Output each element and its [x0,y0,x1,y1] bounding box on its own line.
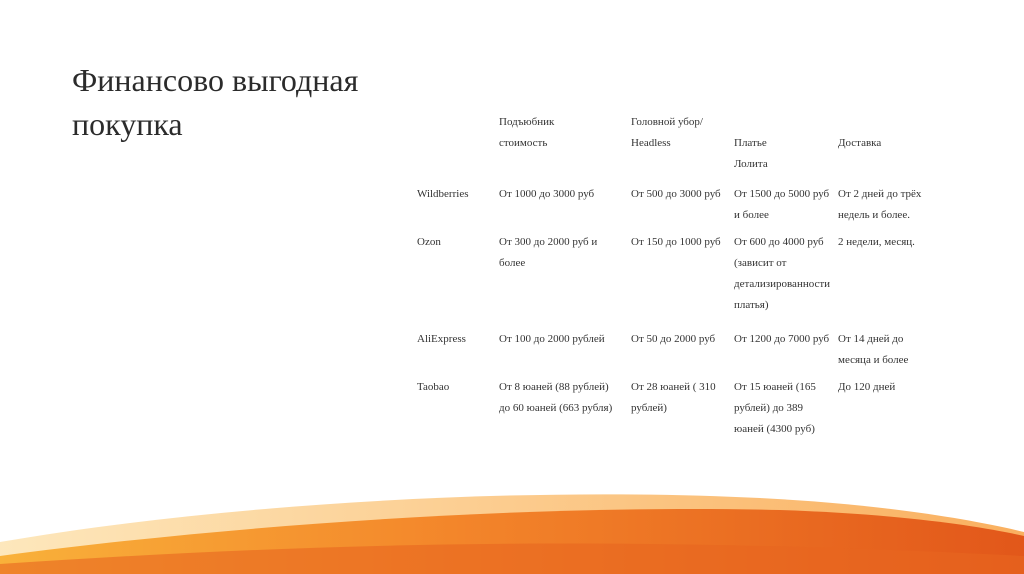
petticoat-price: От 1000 до 3000 руб [499,188,595,200]
dress-price: От 600 до 4000 руб (зависит от детализированности платья) [734,236,831,311]
headwear-price: От 50 до 2000 руб [631,333,716,345]
store-name: AliExpress [417,333,466,345]
delivery-time: 2 недели, месяц. [838,236,915,248]
dress-price: От 1200 до 7000 руб [734,333,830,345]
orange-wave-decoration [0,464,1024,574]
petticoat-price: От 8 юаней (88 рублей) до 60 юаней (663 рубля) [499,381,613,414]
petticoat-price: От 300 до 2000 руб и более [499,236,598,269]
store-name: Ozon [417,236,441,248]
store-name: Taobao [417,381,450,393]
slide-title-line-1: Финансово выгодная [72,62,359,98]
store-name: Wildberries [417,188,469,200]
delivery-time: От 2 дней до трёх недель и более. [838,188,922,221]
dress-price: От 1500 до 5000 руб и более [734,188,830,221]
header-delivery: Доставка [838,137,882,149]
dress-price: От 15 юаней (165 рублей) до 389 юаней (4300 руб) [734,381,816,435]
delivery-time: От 14 дней до месяца и более [838,333,909,366]
headwear-price: От 28 юаней ( 310 рублей) [631,381,716,414]
header-headwear: Головной убор/ Headless [631,116,703,149]
delivery-time: До 120 дней [838,381,896,393]
slide-title [72,58,432,146]
petticoat-price: От 100 до 2000 рублей [499,333,605,345]
header-petticoat-cost: Подъюбник стоимость [499,116,555,149]
headwear-price: От 150 до 1000 руб [631,236,721,248]
header-lolita-dress: Платье Лолита [734,137,768,170]
slide-title-line-2: покупка [72,106,183,142]
headwear-price: От 500 до 3000 руб [631,188,721,200]
